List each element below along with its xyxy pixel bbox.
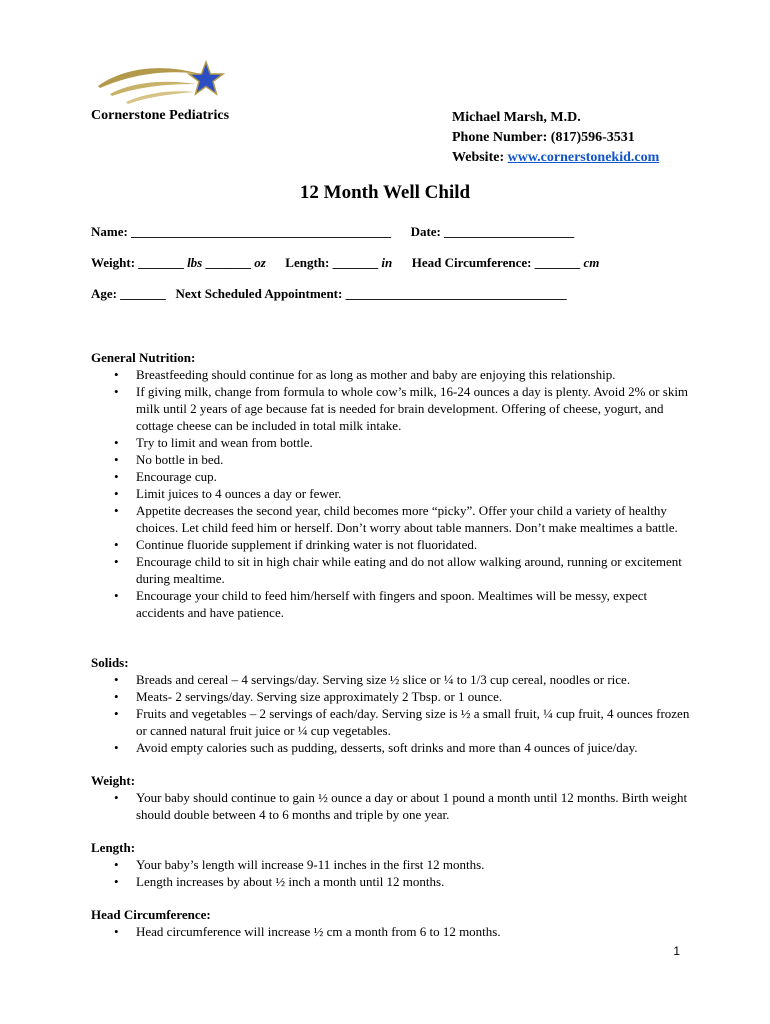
list-item: • Limit juices to 4 ounces a day or fewer.: [114, 486, 342, 501]
bullet-icon: •: [114, 706, 119, 721]
bullet-list: [91, 856, 691, 890]
weight-field: Weight: _______: [91, 255, 188, 270]
website-link[interactable]: www.cornerstonekid.com: [507, 150, 660, 165]
bullet-icon: •: [114, 486, 119, 501]
list-item: • Head circumference will increase ½ cm a month from 6 to 12 months.: [114, 924, 501, 939]
practice-name: Cornerstone Pediatrics: [91, 108, 230, 123]
list-item: • Encourage child to sit in high chair while eating and do not allow walking around, running or excitement during mealtime.: [114, 554, 682, 586]
weight-oz-field: _______: [202, 255, 255, 270]
lbs-unit: lbs: [187, 255, 203, 270]
section-heading: Weight:: [91, 773, 136, 788]
weight-section: [91, 772, 691, 823]
bullet-icon: •: [114, 874, 119, 889]
age-appointment-field-line: Age: _______ Next Scheduled Appointment: __________________________________: [91, 286, 567, 301]
bullet-icon: •: [114, 367, 119, 382]
list-item: • Encourage cup.: [114, 469, 217, 484]
section-heading: General Nutrition:: [91, 350, 196, 365]
section-heading: Head Circumference:: [91, 907, 211, 922]
bullet-list: [91, 923, 691, 940]
page-title: 12 Month Well Child: [299, 182, 471, 203]
list-item: • Appetite decreases the second year, child becomes more “picky”. Offer your child a variety of healthy choices. Let child feed him or herself. Don’t worry about table manners. Don’t make mealtimes a battle.: [114, 503, 678, 535]
doctor-contact-block: [452, 108, 659, 168]
measurement-field-line: [91, 255, 599, 271]
bullet-list: [91, 366, 691, 621]
bullet-icon: •: [114, 435, 119, 450]
website-line: [452, 148, 659, 168]
list-item: • Encourage your child to feed him/herself with fingers and spoon. Mealtimes will be messy, expect accidents and have patience.: [114, 588, 648, 620]
list-item: • Breastfeeding should continue for as long as mother and baby are enjoying this relationship.: [114, 367, 616, 382]
bullet-icon: •: [114, 588, 119, 603]
length-field: Length: _______: [265, 255, 382, 270]
phone-line: [452, 128, 659, 148]
page-number: 1: [673, 944, 680, 958]
phone-value: (817)596-3531: [550, 130, 635, 145]
star-logo-icon: [96, 60, 226, 108]
bullet-icon: •: [114, 689, 119, 704]
name-date-field-line: Name: ________________________________________ Date: ____________________: [91, 224, 575, 239]
bullet-icon: •: [114, 452, 119, 467]
bullet-icon: •: [114, 924, 119, 939]
section-heading: Solids:: [91, 655, 129, 670]
list-item: • Your baby should continue to gain ½ ounce a day or about 1 pound a month until 12 months. Birth weight should double between 4 to 6 months and triple by one year.: [114, 790, 688, 822]
list-item: • Your baby’s length will increase 9-11 inches in the first 12 months.: [114, 857, 485, 872]
list-item: • Try to limit and wean from bottle.: [114, 435, 313, 450]
website-label: Website:: [452, 150, 505, 165]
bullet-icon: •: [114, 469, 119, 484]
list-item: • Fruits and vegetables – 2 servings of each/day. Serving size is ½ a small fruit, ¼ cup fruit, 4 ounces frozen or canned natural fruit juice or ¼ cup vegetables.: [114, 706, 690, 738]
bullet-icon: •: [114, 503, 119, 518]
bullet-list: [91, 671, 691, 756]
bullet-icon: •: [114, 740, 119, 755]
list-item: • Meats- 2 servings/day. Serving size approximately 2 Tbsp. or 1 ounce.: [114, 689, 503, 704]
section-heading: Length:: [91, 840, 136, 855]
general-nutrition-section: [91, 349, 691, 621]
bullet-icon: •: [114, 554, 119, 569]
bullet-icon: •: [114, 790, 119, 805]
solids-section: [91, 654, 691, 756]
list-item: • Continue fluoride supplement if drinking water is not fluoridated.: [114, 537, 478, 552]
list-item: • Length increases by about ½ inch a month until 12 months.: [114, 874, 445, 889]
in-unit: in: [381, 255, 393, 270]
list-item: • If giving milk, change from formula to whole cow’s milk, 16-24 ounces a day is plenty. Avoid 2% or skim milk until 2 years of age because fat is needed for brain development. Offering of cheese, yogurt, and cottage cheese can be included in total milk intake.: [114, 384, 689, 433]
phone-label: Phone Number:: [452, 130, 548, 145]
doctor-name: Michael Marsh, M.D.: [452, 110, 581, 125]
list-item: • Breads and cereal – 4 servings/day. Serving size ½ slice or ¼ to 1/3 cup cereal, noodles or rice.: [114, 672, 631, 687]
head-circumference-field: Head Circumference: _______: [392, 255, 584, 270]
list-item: • No bottle in bed.: [114, 452, 224, 467]
bullet-icon: •: [114, 857, 119, 872]
cm-unit: cm: [583, 255, 600, 270]
head-circumference-section: [91, 906, 691, 940]
bullet-icon: •: [114, 672, 119, 687]
bullet-list: [91, 789, 691, 823]
oz-unit: oz: [254, 255, 266, 270]
bullet-icon: •: [114, 537, 119, 552]
bullet-icon: •: [114, 384, 119, 399]
list-item: • Avoid empty calories such as pudding, desserts, soft drinks and more than 4 ounces of juice/day.: [114, 740, 638, 755]
length-section: [91, 839, 691, 890]
